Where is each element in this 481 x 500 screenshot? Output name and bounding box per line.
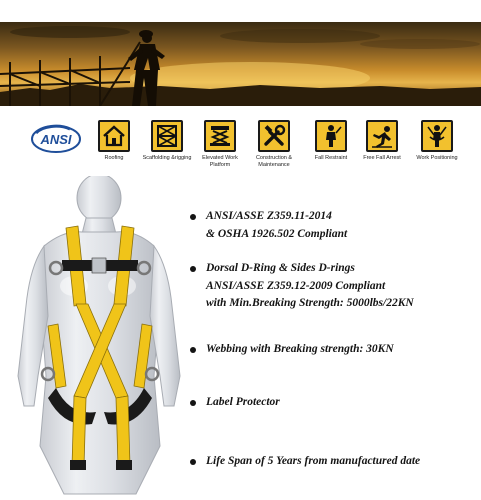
feature-text <box>190 341 476 359</box>
feature-line: Life Span of 5 Years from manufactured date <box>206 455 421 467</box>
scaffold-icon <box>154 123 180 149</box>
sunset-worker-scene <box>0 22 481 106</box>
feature-item-d-rings <box>190 260 476 313</box>
icon-label: Scaffolding &rigging <box>142 155 192 161</box>
feature-text <box>190 260 476 313</box>
icon-label: Construction & Maintenance <box>255 155 293 168</box>
feature-line: ANSI/ASSE Z359.11-2014 <box>206 210 332 222</box>
bullet-dot <box>190 266 196 272</box>
icon-box <box>366 120 398 152</box>
falling-person-icon <box>369 123 395 149</box>
bullet-dot <box>190 459 196 465</box>
feature-text <box>190 394 476 412</box>
feature-line: Dorsal D-Ring & Sides D-rings <box>206 262 355 274</box>
feature-item-life-span <box>190 453 476 471</box>
bullet-dot <box>190 400 196 406</box>
feature-line: Webbing with Breaking strength: 30KN <box>206 343 394 355</box>
feature-text <box>190 453 476 471</box>
harness-product-image <box>4 176 184 496</box>
icon-box <box>315 120 347 152</box>
feature-line: & OSHA 1926.502 Compliant <box>206 227 348 240</box>
icon-box <box>204 120 236 152</box>
icon-box <box>258 120 290 152</box>
icon-box <box>151 120 183 152</box>
feature-line: ANSI/ASSE Z359.12-2009 Compliant <box>206 279 386 292</box>
icon-item-work-positioning <box>411 120 463 162</box>
house-icon <box>101 123 127 149</box>
banner-image <box>0 22 481 106</box>
icon-item-elevated-platform <box>194 120 246 168</box>
positioning-worker-icon <box>424 123 450 149</box>
feature-line: Label Protector <box>206 396 280 408</box>
icon-item-free-fall-arrest <box>356 120 408 162</box>
icon-label: Fall Restraint <box>314 155 348 161</box>
icon-label: Elevated Work Platform <box>202 155 238 168</box>
bullet-dot <box>190 214 196 220</box>
feature-text <box>190 208 476 243</box>
icon-item-fall-restraint <box>305 120 357 162</box>
scissor-lift-icon <box>207 123 233 149</box>
bullet-dot <box>190 347 196 353</box>
icon-item-roofing <box>88 120 140 162</box>
application-icon-row <box>0 114 481 178</box>
feature-line: with Min.Breaking Strength: 5000lbs/22KN <box>206 297 414 309</box>
ansi-logo-text: ANSI <box>40 132 72 147</box>
icon-label: Roofing <box>104 155 124 161</box>
feature-item-label-protector <box>190 394 476 412</box>
icon-item-construction <box>248 120 300 168</box>
worker-icon <box>318 123 344 149</box>
icon-item-scaffolding <box>141 120 193 162</box>
icon-label: Work Positioning <box>416 155 458 161</box>
icon-label: Free Fall Arrest <box>363 155 401 161</box>
feature-item-standards <box>190 208 476 243</box>
feature-item-webbing <box>190 341 476 359</box>
ansi-logo <box>30 124 82 154</box>
icon-box <box>421 120 453 152</box>
tools-icon <box>261 123 287 149</box>
icon-box <box>98 120 130 152</box>
